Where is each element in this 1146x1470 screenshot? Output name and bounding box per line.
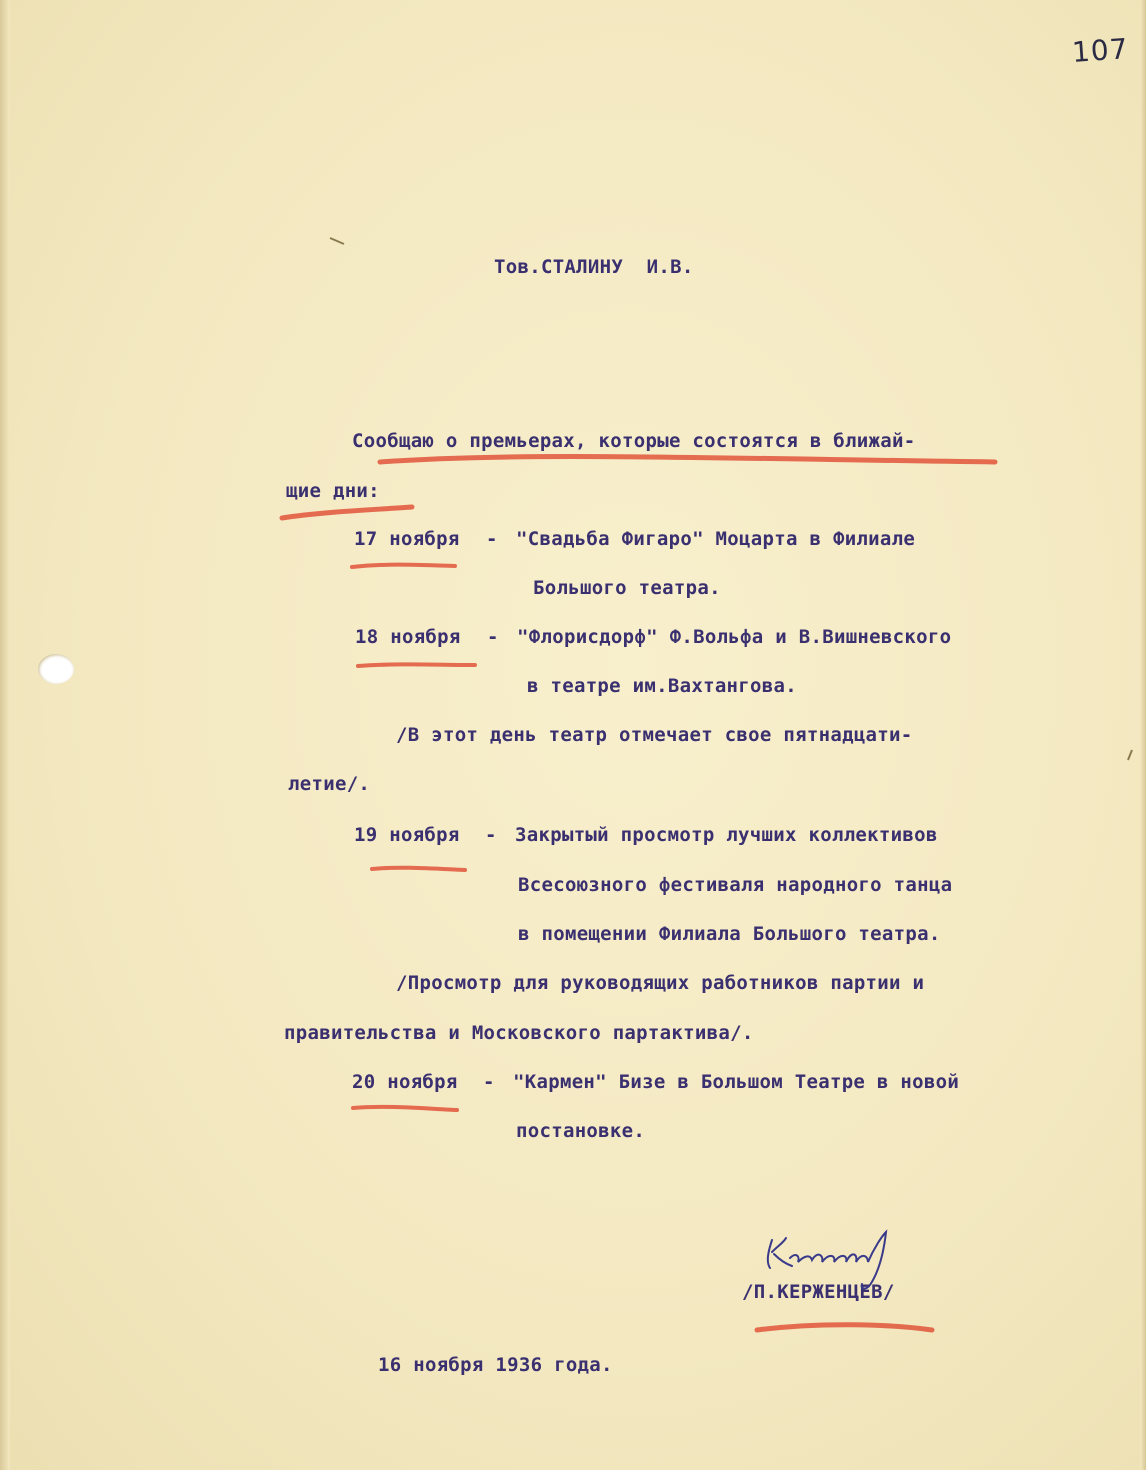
premiere-dash: -	[483, 1071, 495, 1093]
premiere-dash: -	[486, 528, 498, 550]
handwritten-signature	[768, 1232, 886, 1289]
premiere-date: 17 ноября	[354, 528, 460, 550]
premiere-line: в театре им.Вахтангова.	[527, 675, 797, 697]
premiere-line: "Свадьба Фигаро" Моцарта в Филиале	[516, 528, 916, 550]
signer-name: /П.КЕРЖЕНЦЕВ/	[742, 1281, 895, 1303]
paper-speck	[1128, 750, 1132, 760]
red-underline	[757, 1325, 932, 1330]
intro-line-1: Сообщаю о премьерах, которые состоятся в ближай-	[352, 430, 916, 452]
premiere-date: 18 ноября	[355, 626, 461, 648]
note-line: /В этот день театр отмечает свое пятнадцати-	[396, 724, 913, 746]
premiere-dash: -	[485, 824, 497, 846]
premiere-line: Закрытый просмотр лучших коллективов	[515, 824, 938, 846]
premiere-line: "Флорисдорф" Ф.Вольфа и В.Вишневского	[517, 626, 952, 648]
premiere-date: 20 ноября	[352, 1071, 458, 1093]
page-number: 107	[1070, 32, 1130, 69]
note-line: летие/.	[288, 773, 371, 795]
intro-line-2: щие дни:	[286, 480, 380, 502]
premiere-line: Большого театра.	[533, 577, 721, 599]
premiere-date: 19 ноября	[354, 824, 460, 846]
premiere-line: постановке.	[516, 1120, 646, 1142]
premiere-line: Всесоюзного фестиваля народного танца	[518, 874, 953, 896]
paper-speck	[330, 238, 344, 244]
red-underline	[358, 664, 475, 666]
note-line: правительства и Московского партактива/.	[284, 1022, 754, 1044]
red-underline	[353, 1107, 457, 1110]
addressee: Тов.СТАЛИНУ И.В.	[494, 256, 694, 278]
red-underline	[352, 565, 455, 567]
note-line: /Просмотр для руководящих работников партии и	[396, 972, 925, 994]
document-date: 16 ноября 1936 года.	[378, 1354, 613, 1376]
red-underline	[380, 457, 995, 462]
premiere-dash: -	[487, 626, 499, 648]
premiere-line: в помещении Филиала Большого театра.	[518, 923, 941, 945]
red-underline	[372, 868, 465, 870]
red-underline	[282, 507, 412, 518]
premiere-line: "Кармен" Бизе в Большом Театре в новой	[513, 1071, 960, 1093]
